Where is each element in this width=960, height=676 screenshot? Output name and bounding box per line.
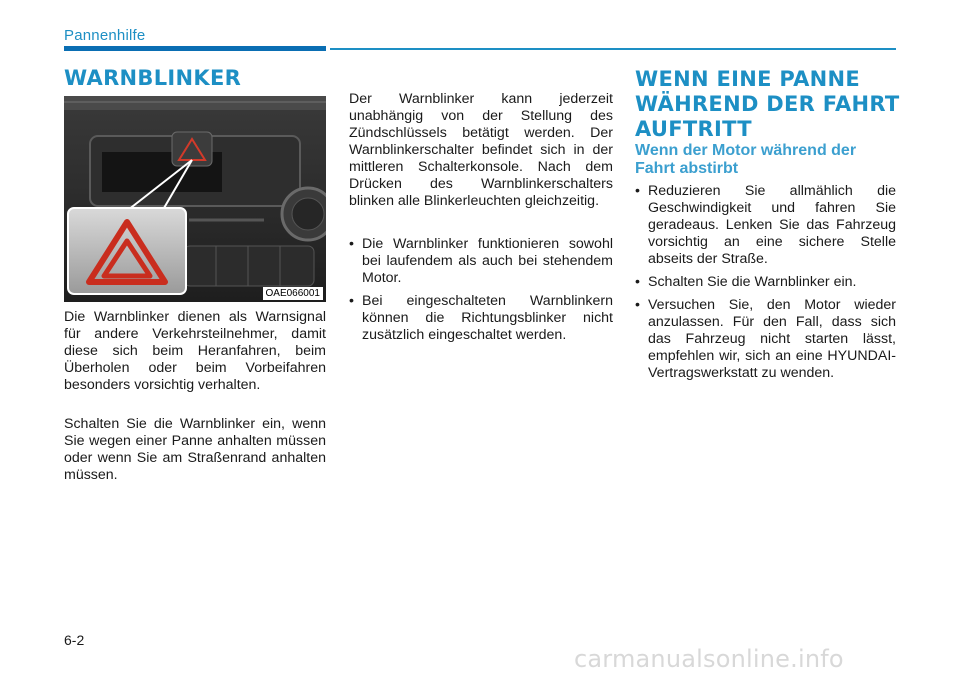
subheading-line: Fahrt abstirbt xyxy=(635,160,739,177)
hazard-switch-illustration xyxy=(64,96,326,302)
heading-line: WENN EINE PANNE xyxy=(635,67,861,91)
left-paragraph-1: Die Warnblinker dienen als Warnsignal für andere Verkehrsteilnehmer, damit diese sich beim Heranfahren, beim Überholen oder beim Vorbeifahren besonders vorsichtig verhalten. xyxy=(64,309,326,393)
hazard-switch-figure xyxy=(64,96,326,302)
watermark: carmanualsonline.info xyxy=(574,645,844,673)
figure-code: OAE066001 xyxy=(263,287,324,300)
list-item: • Schalten Sie die Warnblinker ein. xyxy=(635,274,896,291)
header-rule-dark xyxy=(64,46,326,51)
list-item: • Reduzieren Sie allmählich die Geschwindigkeit und fahren Sie geradeaus. Lenken Sie das Fahrzeug vorsichtig an eine sichere Stelle abseits der Straße. xyxy=(635,183,896,268)
list-item: • Versuchen Sie, den Motor wieder anzulassen. Für den Fall, dass sich das Fahrzeug nicht starten lässt, empfehlen wir, sich an eine HYUNDAI-Vertragswerkstatt zu wenden. xyxy=(635,297,896,382)
header-rule-light xyxy=(330,48,896,50)
heading-line: WÄHREND DER FAHRT xyxy=(635,92,900,116)
right-bullet-list xyxy=(635,183,896,388)
left-paragraph-2: Schalten Sie die Warnblinker ein, wenn Sie wegen einer Panne anhalten müssen oder wenn Sie am Straßenrand anhalten müssen. xyxy=(64,416,326,483)
section-header-title: Pannenhilfe xyxy=(64,27,146,44)
heading-warnblinker: WARNBLINKER xyxy=(64,66,242,90)
list-item: • Die Warnblinker funktionieren sowohl bei laufendem als auch bei stehendem Motor. xyxy=(349,236,613,287)
heading-line: AUFTRITT xyxy=(635,117,752,141)
middle-bullet-list xyxy=(349,236,613,350)
heading-panne xyxy=(635,67,900,142)
middle-paragraph: Der Warnblinker kann jederzeit unabhängig von der Stellung des Zündschlüssels betätigt werden. Der Warnblinkerschalter befindet sich in der mittleren Schalterkonsole. Nach dem Drücken des Warnblinkerschalters blinken alle Blinkerleuchten gleichzeitig. xyxy=(349,91,613,209)
subheading-motor xyxy=(635,142,856,178)
page-number: 6-2 xyxy=(64,632,85,648)
list-item: • Bei eingeschalteten Warnblinkern können die Richtungsblinker nicht zusätzlich eingeschaltet werden. xyxy=(349,293,613,344)
subheading-line: Wenn der Motor während der xyxy=(635,142,857,159)
